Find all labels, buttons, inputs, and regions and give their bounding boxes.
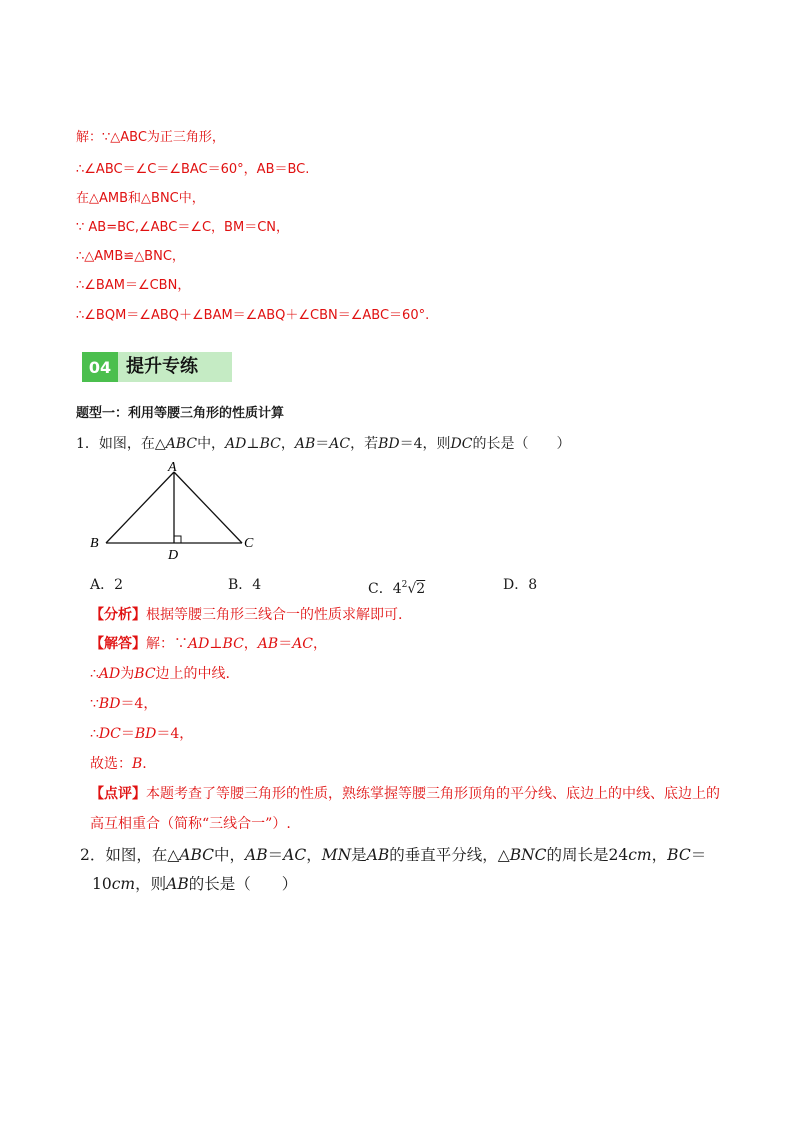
solution-line-7: ∴∠BQM＝∠ABQ＋∠BAM＝∠ABQ＋∠CBN＝∠ABC＝60°.	[76, 308, 430, 323]
q1-text: 的长是（ ）	[472, 436, 571, 452]
answer-text: ＝	[120, 726, 135, 742]
solution-line-2: ∴∠ABC＝∠C＝∠BAC＝60°，AB＝BC.	[76, 162, 310, 177]
q1-math: AD	[225, 436, 247, 452]
q1-text: ⊥	[246, 436, 260, 452]
answer-line-1	[90, 634, 327, 654]
q1-math: ABC	[165, 436, 198, 452]
label-b: B	[90, 536, 99, 551]
answer-text: ＝	[278, 636, 293, 652]
section-badge	[82, 352, 232, 382]
answer-math: AB	[257, 636, 279, 652]
q1-text: ，	[280, 436, 295, 452]
q2-math: AC	[283, 846, 307, 864]
answer-text: ，	[243, 636, 258, 652]
answer-text: 边上的中线.	[155, 666, 230, 682]
section-title: 提升专练	[126, 356, 198, 377]
label-d: D	[168, 548, 179, 563]
label-c: C	[244, 536, 254, 551]
analysis-line	[90, 605, 402, 625]
choice-c-prefix: C．4	[368, 581, 402, 597]
answer-math: AD	[188, 636, 210, 652]
q1-math: BD	[378, 436, 400, 452]
q2-math: AB	[366, 846, 390, 864]
q2-text: 10	[92, 875, 112, 893]
answer-text: .	[142, 756, 147, 772]
root-index: 2	[401, 580, 408, 590]
answer-text: ∴	[90, 726, 99, 742]
q1-math: DC	[450, 436, 473, 452]
question-2-line-1	[80, 844, 706, 866]
question-1	[76, 434, 570, 454]
analysis-text: 根据等腰三角形三线合一的性质求解即可.	[146, 607, 403, 623]
q1-text: 中，	[197, 436, 226, 452]
review-line-2: 高互相重合（简称“三线合一”）.	[90, 816, 291, 832]
answer-text: ，	[313, 636, 328, 652]
q2-math: BC	[667, 846, 691, 864]
answer-math: AC	[292, 636, 314, 652]
review-tag: 【点评】	[90, 786, 146, 802]
q2-text: ＝	[267, 846, 284, 864]
q2-text: 中，	[214, 846, 246, 864]
answer-math: BD	[134, 726, 157, 742]
answer-text: ＝4，	[120, 696, 158, 712]
q1-text: ＝	[315, 436, 330, 452]
answer-math: BC	[222, 636, 244, 652]
solution-line-6: ∴∠BAM＝∠CBN，	[76, 278, 191, 293]
q2-text: ＝	[690, 846, 707, 864]
answer-math: B	[132, 756, 143, 772]
topic-heading: 题型一：利用等腰三角形的性质计算	[76, 406, 285, 421]
answer-text: ∵	[90, 696, 99, 712]
radicand: 2	[416, 581, 426, 597]
right-angle-mark	[174, 536, 181, 543]
section-number: 04	[82, 352, 118, 382]
solution-line-3: 在△AMB和△BNC中，	[76, 191, 205, 206]
q2-math: MN	[321, 846, 352, 864]
q2-text: ，	[651, 846, 668, 864]
q2-math: ABC	[179, 846, 215, 864]
solution-line-4: ∵ AB=BC,∠ABC＝∠C，BM＝CN，	[76, 220, 289, 235]
review-text: 本题考查了等腰三角形的性质，熟练掌握等腰三角形顶角的平分线、底边上的中线、底边上的	[146, 786, 720, 802]
answer-text: 解：∵	[146, 636, 188, 652]
label-a: A	[168, 460, 177, 475]
q2-text: 的长是（ ）	[188, 875, 298, 893]
answer-text: 故选：	[90, 756, 132, 772]
q2-text: 的周长是24	[546, 846, 629, 864]
answer-math: BC	[134, 666, 156, 682]
q2-text: 的垂直平分线，△	[389, 846, 510, 864]
triangle-figure	[82, 455, 272, 565]
radical-sign: √	[407, 581, 417, 597]
analysis-tag: 【分析】	[90, 607, 146, 623]
answer-line-5	[90, 754, 147, 774]
q2-text: ，	[306, 846, 322, 864]
choice-a[interactable]: A．2	[90, 577, 124, 593]
solution-line-5: ∴△AMB≌△BNC，	[76, 249, 185, 264]
q1-text: ＝4，则	[399, 436, 451, 452]
q2-math: cm	[628, 846, 652, 864]
choice-c[interactable]	[368, 575, 425, 599]
answer-line-2	[90, 664, 230, 684]
question-2-line-2	[92, 873, 297, 895]
q2-math: AB	[166, 875, 189, 893]
q1-text: 1．如图，在△	[76, 436, 166, 452]
q2-math: AB	[245, 846, 268, 864]
answer-line-3	[90, 694, 157, 714]
answer-text: 为	[120, 666, 135, 682]
q1-text: ，若	[350, 436, 379, 452]
answer-math: BD	[98, 696, 121, 712]
review-line-1	[90, 784, 720, 804]
answer-math: AD	[98, 666, 121, 682]
answer-math: DC	[98, 726, 121, 742]
q2-math: cm	[111, 875, 136, 893]
answer-text: ＝4，	[156, 726, 194, 742]
choice-b[interactable]: B．4	[228, 577, 262, 593]
q2-math: BNC	[509, 846, 547, 864]
q2-text: 是	[351, 846, 367, 864]
side-ab	[106, 472, 174, 543]
q2-text: ，则	[135, 875, 167, 893]
answer-line-4	[90, 724, 193, 744]
q1-math: AB	[294, 436, 316, 452]
side-ac	[174, 472, 242, 543]
answer-text: ∴	[90, 666, 99, 682]
choice-d[interactable]: D．8	[503, 577, 538, 593]
q2-text: 2．如图，在△	[80, 846, 180, 864]
answer-text: ⊥	[209, 636, 223, 652]
answer-tag: 【解答】	[90, 636, 146, 652]
q1-math: BC	[259, 436, 281, 452]
solution-line-1: 解：∵△ABC为正三角形，	[76, 130, 225, 145]
q1-math: AC	[329, 436, 351, 452]
